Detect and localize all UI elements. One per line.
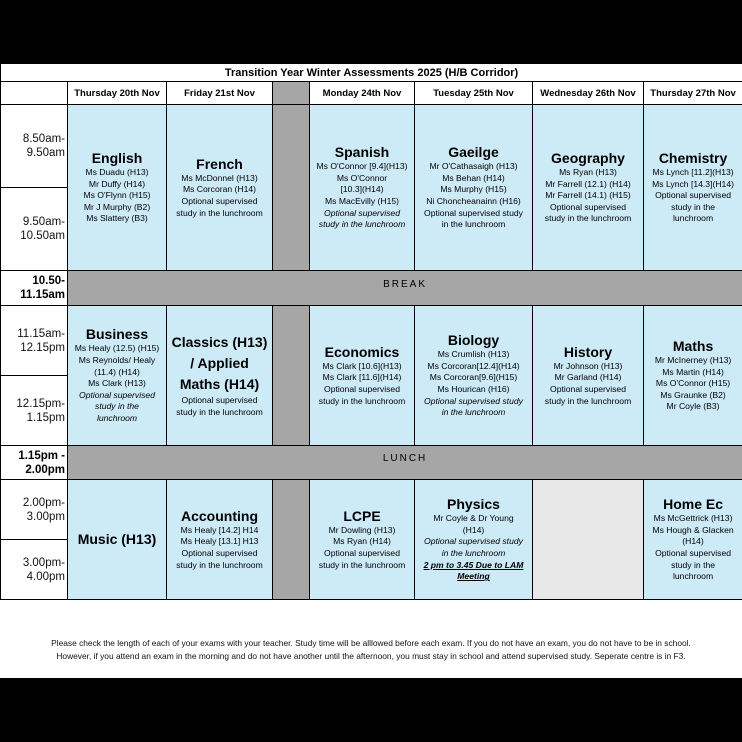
subject-name: Biology <box>447 332 500 349</box>
exam-cell-spanish: Spanish Ms O'Connor [9.4](H13) Ms O'Connor [10.3](H14) Ms MacEvilly (H15) Optional supervised study in the lunchroom <box>310 105 415 271</box>
subject-name: Business <box>85 326 149 343</box>
exam-cell-classics-applied-maths: Classics (H13) / Applied Maths (H14) Optional supervised study in the lunchroom <box>167 306 273 446</box>
break-time-label: 10.50- 11.15am <box>1 271 68 306</box>
subject-name: French <box>196 155 243 172</box>
timing-note: 2 pm to 3.45 Due to LAM <box>423 559 524 570</box>
exam-cell-history: History Mr Johnson (H13) Mr Garland (H14) Optional supervised study in the lunchroom <box>533 306 644 446</box>
subject-name: History <box>563 343 613 360</box>
timetable-title: Transition Year Winter Assessments 2025 (H/B Corridor) <box>1 64 742 82</box>
timetable-sheet <box>0 63 742 678</box>
lunch-time-label: 1.15pm - 2.00pm <box>1 446 68 480</box>
weekend-gap <box>273 105 310 271</box>
subject-name: English <box>91 150 143 167</box>
time-slot-label: 9.50am- 10.50am <box>1 188 68 271</box>
exam-cell-french: French Ms McDonnel (H13) Ms Corcoran (H14) Optional supervised study in the lunchroom <box>167 105 273 271</box>
subject-name: Maths (H14) <box>179 376 260 393</box>
exam-timetable <box>0 63 742 600</box>
exam-cell-english: English Ms Duadu (H13) Mr Duffy (H14) Ms O'Flynn (H15) Mr J Murphy (B2) Ms Slattery (B3) <box>68 105 167 271</box>
exam-cell-biology: Biology Ms Crumlish (H13) Ms Corcoran[12.4](H14) Ms Corcoran[9.6](H15) Ms Hourican (H16) Optional supervised study in the lunchroom <box>415 306 533 446</box>
subject-name: Home Ec <box>663 496 723 513</box>
subject-name: Geography <box>551 150 625 167</box>
subject-name: Gaeilge <box>448 144 499 161</box>
subject-name: / Applied <box>190 355 249 372</box>
subject-name: Music (H13) <box>77 531 157 547</box>
time-slot-label: 11.15am- 12.15pm <box>1 306 68 376</box>
exam-cell-business: Business Ms Healy (12.5) (H15) Ms Reynolds/ Healy (11.4) (H14) Ms Clark (H13) Optional supervised study in the lunchroom <box>68 306 167 446</box>
subject-name: Spanish <box>334 144 390 161</box>
subject-name: Maths <box>672 338 714 355</box>
day-header: Thursday 20th Nov <box>68 82 167 105</box>
exam-cell-physics: Physics Mr Coyle & Dr Young (H14) Optional supervised study in the lunchroom 2 pm to 3.45 Due to LAM Meeting <box>415 480 533 600</box>
day-header: Friday 21st Nov <box>167 82 273 105</box>
subject-name: Chemistry <box>658 150 728 167</box>
exam-cell-music <box>68 480 167 600</box>
time-slot-label: 2.00pm- 3.00pm <box>1 480 68 540</box>
day-header: Tuesday 25th Nov <box>415 82 533 105</box>
day-header: Thursday 27th Nov <box>644 82 742 105</box>
day-header: Wednesday 26th Nov <box>533 82 644 105</box>
lunch-label: LUNCH <box>382 453 428 464</box>
weekend-gap <box>273 306 310 446</box>
exam-cell-home-ec: Home Ec Ms McGettrick (H13) Ms Hough & Glacken (H14) Optional supervised study in the lunchroom <box>644 480 742 600</box>
subject-name: Economics <box>324 343 400 360</box>
break-bar <box>68 271 742 306</box>
subject-name: Classics (H13) <box>171 334 268 351</box>
timing-note: Meeting <box>457 571 490 582</box>
footer-note: Please check the length of each of your exams with your teacher. Study time will be alllowed before each exam. If you do not have an exam, you do not have to be in school. However, if you attend an exam in the morning and do not have another until the afternoon, you must stay in school and attend supervised study. Seperate centre is in F3. <box>51 638 691 661</box>
time-slot-label: 12.15pm- 1.15pm <box>1 376 68 446</box>
subject-name: Accounting <box>181 507 258 524</box>
exam-cell-chemistry: Chemistry Ms Lynch [11.2](H13) Ms Lynch [14.3](H14) Optional supervised study in the lunchroom <box>644 105 742 271</box>
exam-cell-geography: Geography Ms Ryan (H13) Mr Farrell (12.1) (H14) Mr Farrell (14.1) (H15) Optional supervised study in the lunchroom <box>533 105 644 271</box>
break-label: BREAK <box>383 279 427 290</box>
subject-name: Physics <box>447 496 500 513</box>
exam-cell-economics: Economics Ms Clark [10.6](H13) Ms Clark [11.6](H14) Optional supervised study in the lunchroom <box>310 306 415 446</box>
exam-cell-gaeilge: Gaeilge Mr O'Cathasaigh (H13) Ms Behan (H14) Ms Murphy (H15) Ni Choncheanainn (H16) Optional supervised study in the lunchroom <box>415 105 533 271</box>
exam-cell-accounting: Accounting Ms Healy [14.2] H14 Ms Healy [13.1] H13 Optional supervised study in the lunchroom <box>167 480 273 600</box>
day-header-row <box>1 82 742 105</box>
weekend-gap <box>273 82 310 105</box>
time-header <box>1 82 68 105</box>
time-slot-label: 3.00pm- 4.00pm <box>1 540 68 600</box>
day-header: Monday 24th Nov <box>310 82 415 105</box>
weekend-gap <box>273 480 310 600</box>
exam-cell-lcpe: LCPE Mr Dowling (H13) Ms Ryan (H14) Optional supervised study in the lunchroom <box>310 480 415 600</box>
exam-cell-maths: Maths Mr McInerney (H13) Ms Martin (H14) Ms O'Connor (H15) Ms Graunke (B2) Mr Coyle (B3) <box>644 306 742 446</box>
subject-name: LCPE <box>343 507 381 524</box>
time-slot-label: 8.50am- 9.50am <box>1 105 68 188</box>
lunch-bar <box>68 446 742 480</box>
empty-exam-cell <box>533 480 644 600</box>
